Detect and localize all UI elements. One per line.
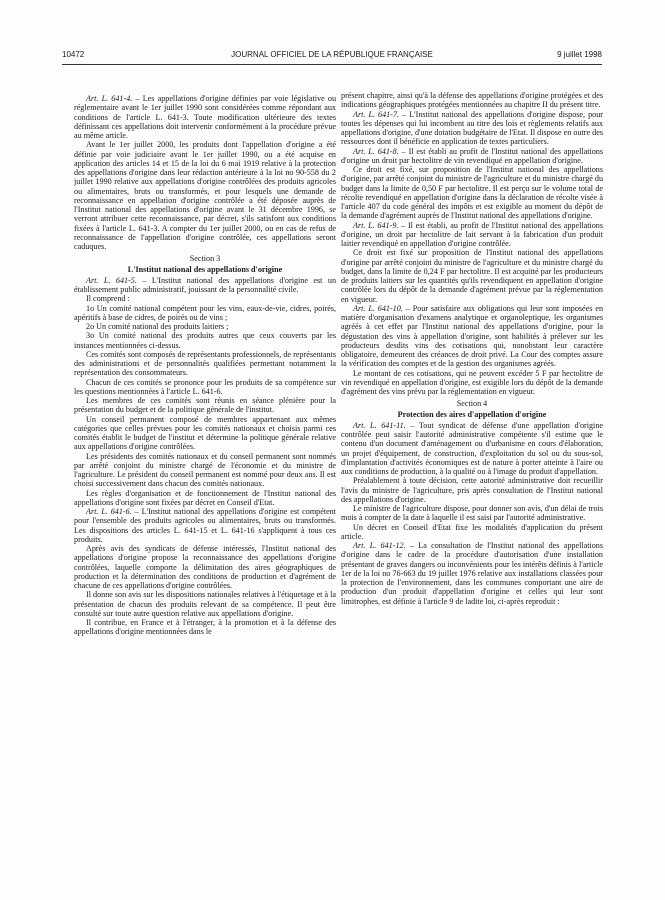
paragraph <box>341 221 603 249</box>
article-reference: Art. L. 641-7. <box>353 109 400 119</box>
section-heading: Protection des aires d'appellation d'origine <box>397 409 547 419</box>
left-column <box>74 94 336 894</box>
paragraph <box>74 94 336 140</box>
paragraph <box>341 110 603 147</box>
paragraph-text: – La consultation de l'Institut national des appellations d'origine dans le cadre de la procédure d'autorisation d'une installation présentant de graves dangers ou inconvénients pour les intérêts définis à l'article 1er de la loi no 76-663 du 19 juillet 1976 relative aux installations classées pour la protection de l'environnement, dans les communes comportant une aire de production d'un produit d'appellation d'origine et celles qui leur sont limitrophes, est définie à l'article 9 de ladite loi, ci-après reproduit : <box>341 541 603 606</box>
paragraph-text: 2o Un comité national des produits laitiers ; <box>86 322 229 331</box>
paragraph-text: Les membres de ces comités sont réunis en séance plénière pour la présentation du budget et de la politique générale de l'institut. <box>74 396 336 415</box>
article-reference: Art. L. 641-8. <box>353 146 399 156</box>
paragraph-text: 3o Un comité national des produits autres que ceux couverts par les instances mentionnées ci-dessus. <box>74 331 336 350</box>
paragraph-text: Ce droit est fixé, sur proposition de l'Institut national des appellations d'origine, par arrêté conjoint du ministre de l'agriculture et du ministre chargé du budget dans la limite de 0,50 F par hectolitre. Il est perçu sur le volume total de récolte revendiqué en appellation d'origine dans la déclaration de récolte visée à l'article 407 du code général des impôts et est exigible au moment du dépôt de la demande d'agrément auprès de l'Institut national des appellations d'origine. <box>341 165 603 221</box>
article-reference: Art. L. 641-5. <box>86 275 137 285</box>
paragraph <box>341 369 603 397</box>
paragraph <box>74 276 336 295</box>
paragraph-text: Le ministre de l'agriculture dispose, pour donner son avis, d'un délai de trois mois à compter de la date à laquelle il est saisi par l'autorité administrative. <box>341 504 603 523</box>
paragraph <box>341 504 603 523</box>
page-number: 10472 <box>62 50 85 59</box>
paragraph <box>74 378 336 397</box>
paragraph <box>341 421 603 477</box>
paragraph-text: Avant le 1er juillet 2000, les produits dont l'appellation d'origine a été définie par voie judiciaire avant le 1er juillet 1990, ou a été acquise en application des articles 14 et 15 de la loi du 6 mai 1919 relative à la protection des appellations d'origine dans leur rédaction antérieure à la loi no 90-558 du 2 juillet 1990 relative aux appellations d'origine contrôlées des produits agricoles ou alimentaires, bruts ou transformés, et pour lesquels une demande de reconnaissance en appellation d'origine contrôlée a été déposée auprès de l'Institut national des appellations d'origine avant le 31 décembre 1996, se verront attribuer cette reconnaissance, par décret, s'ils satisfont aux conditions fixées à l'article L. 641-3. A compter du 1er juillet 2000, ou en cas de refus de reconnaissance de l'appellation d'origine contrôlée, ces appellations seront caduques. <box>74 140 336 251</box>
paragraph <box>74 294 336 303</box>
issue-date: 9 juillet 1998 <box>557 50 602 59</box>
paragraph <box>74 618 336 637</box>
article-reference: Art. L. 641-11. <box>353 420 406 430</box>
paragraph <box>341 91 603 110</box>
paragraph-text: Un décret en Conseil d'Etat fixe les modalités d'application du présent article. <box>341 522 603 541</box>
paragraph-text: – L'Institut national des appellations d'origine dispose, pour toutes les dépenses qui lui incombent au titre des lois et règlements relatifs aux appellations d'origine, d'une dotation budgétaire de l'Etat. Il dispose en outre des ressources dont il bénéficie en application de textes particuliers. <box>341 109 603 147</box>
paragraph-text: Après avis des syndicats de défense intéressés, l'Institut national des appellations d'origine propose la reconnaissance des appellations d'origine contrôlées, laquelle comporte la délimitation des aires géographiques de production et la détermination des conditions de production et d'agrément de chacune de ces appellations d'origine contrôlées. <box>74 544 336 590</box>
paragraph <box>341 541 603 606</box>
section-heading: L'Institut national des appellations d'origine <box>127 264 283 274</box>
paragraph <box>341 147 603 166</box>
paragraph <box>74 396 336 415</box>
section-number: Section 4 <box>456 399 488 409</box>
paragraph <box>341 523 603 542</box>
paragraph-text: Ces comités sont composés de représentants professionnels, de représentants des administrations et de personnalités qualifiées permettant notamment la représentation des consommateurs. <box>74 349 336 378</box>
right-column <box>341 91 603 891</box>
paragraph-text: présent chapitre, ainsi qu'à la défense des appellations d'origine protégées et des indications géographiques protégées mentionnées au chapitre II du présent titre. <box>341 91 603 110</box>
paragraph <box>341 304 603 369</box>
article-reference: Art. L. 641-9. <box>353 220 399 230</box>
paragraph-text: – Les appellations d'origine définies par voie législative ou réglementaire avant le 1er juillet 1990 sont considérées comme répondant aux conditions de l'article L. 641-3. Toute modification ultérieure des textes définissant ces appellations doit intervenir conformément à la procédure prévue au même article. <box>74 94 336 140</box>
journal-title: JOURNAL OFFICIEL DE LA RÉPUBLIQUE FRANÇAISE <box>231 50 433 59</box>
paragraph <box>74 322 336 331</box>
paragraph <box>341 165 603 221</box>
paragraph <box>74 544 336 590</box>
paragraph-text: Chacun de ces comités se prononce pour les produits de sa compétence sur les questions mentionnées à l'article L. 641-6. <box>74 377 336 396</box>
paragraph-text: Un conseil permanent composé de membres appartenant aux mêmes catégories que celles prévues pour les comités nationaux et choisis parmi ces comités établit le budget de l'institut et détermine la politique générale relative aux appellations d'origine contrôlées. <box>74 414 336 452</box>
paragraph-text: Il contribue, en France et à l'étranger, à la promotion et à la défense des appellations d'origine mentionnées dans le <box>74 618 336 637</box>
paragraph-text: – Tout syndicat de défense d'une appellation d'origine contrôlée peut saisir l'autorité administrative compétente s'il estime que le contenu d'un document d'aménagement ou d'urbanisme en cours d'élaboration, un projet d'équipement, de construction, d'exploitation du sol ou du sous-sol, d'implantation d'activités économiques est de nature à porter atteinte à l'aire ou aux conditions de production, à la qualité ou à l'image du produit d'appellation. <box>341 420 603 476</box>
paragraph <box>74 415 336 452</box>
paragraph-text: 1o Un comité national compétent pour les vins, eaux-de-vie, cidres, poirés, apéritifs à base de cidres, de poirés ou de vins ; <box>74 303 336 322</box>
paragraph-text: – Il est établi au profit de l'Institut national des appellations d'origine un droit par hectolitre de vin revendiqué en appellation d'origine. <box>341 146 603 165</box>
article-reference: Art. L. 641-6. <box>86 507 132 516</box>
paragraph-text: Il comprend : <box>86 294 130 304</box>
article-reference: Art. L. 641-4. <box>86 94 133 103</box>
paragraph-text: – L'Institut national des appellations d'origine est compétent pour l'ensemble des produits agricoles ou alimentaires, bruts ou transformés. Les dispositions des articles L. 641-15 et L. 641-16 s'appliquent à tous ces produits. <box>74 507 336 544</box>
paragraph-text: – L'Institut national des appellations d'origine est un établissement public administratif, jouissant de la personnalité civile. <box>74 275 336 294</box>
section-number: Section 3 <box>189 254 221 264</box>
article-reference: Art. L. 641-10. <box>353 303 403 313</box>
article-reference: Art. L. 641-12. <box>353 541 406 550</box>
paragraph-text: Le montant de ces cotisations, qui ne peuvent excéder 5 F par hectolitre de vin revendiqué en appellation d'origine, est exigible lors du dépôt de la demande d'agrément des vins prévu par la réglementation en vigueur. <box>341 368 603 396</box>
paragraph-text: Préalablement à toute décision, cette autorité administrative doit recueillir l'avis du ministre de l'agriculture, pris après consultation de l'Institut national des appellations d'origine. <box>341 476 603 504</box>
paragraph-text: Les règles d'organisation et de fonctionnement de l'Institut national des appellations d'origine sont fixées par décret en Conseil d'Etat. <box>74 488 336 507</box>
paragraph-text: – Pour satisfaire aux obligations qui leur sont imposées en matière d'organisation d'examens analytique et organoleptique, les organismes agréés à cet effet par l'Institut national des appellations d'origine, pour la dégustation des vins à appellation d'origine, sont habilités à prélever sur les producteurs desdits vins des cotisations qui, nonobstant leur caractère obligatoire, demeurent des créances de droit privé. La Cour des comptes assure la vérification des comptes et de la gestion des organismes agréés. <box>341 303 603 369</box>
paragraph-text: Ce droit est fixé sur proposition de l'Institut national des appellations d'origine par arrêté conjoint du ministre de l'agriculture et du ministre chargé du budget, dans la limite de 0,24 F par hectolitre. Il est acquitté par les producteurs de produits laitiers sur les quantités qu'ils revendiquent en appellation d'origine contrôlée lors du dépôt de la demande d'agrément prévue par la réglementation en vigueur. <box>341 248 603 304</box>
paragraph <box>74 350 336 378</box>
paragraph <box>74 590 336 618</box>
paragraph <box>74 489 336 508</box>
page-header <box>62 50 602 64</box>
paragraph-text: Les présidents des comités nationaux et du conseil permanent sont nommés par arrêté conjoint du ministre chargé de l'économie et du ministre de l'agriculture. Le président du conseil permanent est nommé pour deux ans. Il est choisi successivement dans chacun des comités nationaux. <box>74 451 336 489</box>
header-rule <box>62 64 602 65</box>
paragraph <box>341 476 603 504</box>
paragraph <box>74 140 336 251</box>
paragraph-text: – Il est établi, au profit de l'Institut national des appellations d'origine, un droit par hectolitre de lait servant à la fabrication d'un produit laitier revendiqué en appellation d'origine contrôlée. <box>341 220 603 248</box>
paragraph <box>74 452 336 489</box>
paragraph <box>74 331 336 350</box>
paragraph <box>74 304 336 323</box>
paragraph <box>74 507 336 544</box>
paragraph-text: Il donne son avis sur les dispositions nationales relatives à l'étiquetage et à la présentation de chacun des produits relevant de sa compétence. Il peut être consulté sur toute autre question relative aux appellations d'origine. <box>74 590 336 618</box>
paragraph <box>341 248 603 304</box>
